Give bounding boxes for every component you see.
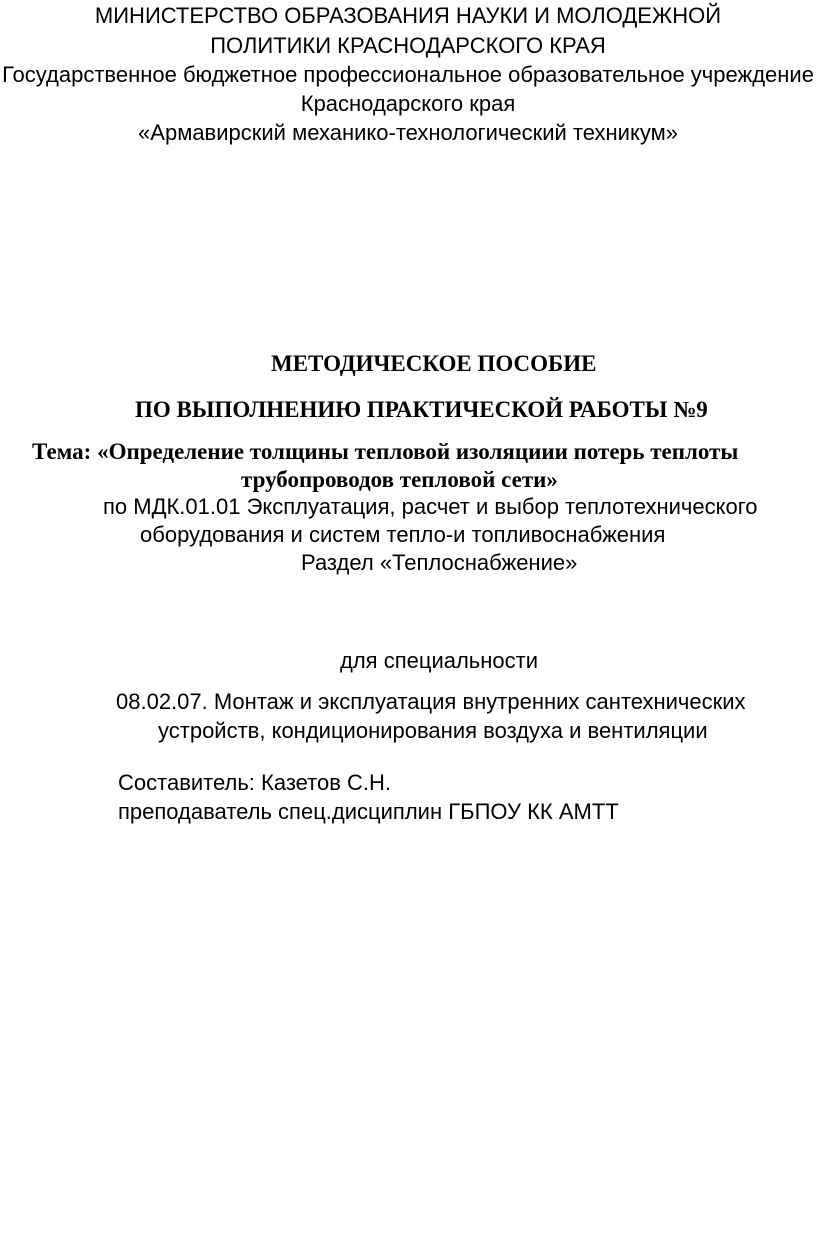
author-line-1: Составитель: Казетов С.Н. <box>118 770 392 795</box>
topic-line-1: Тема: «Определение толщины тепловой изоляциии потерь теплоты <box>32 439 739 464</box>
specialty-line-2: устройств, кондиционирования воздуха и вентиляции <box>158 718 708 743</box>
course-line-1: по МДК.01.01 Эксплуатация, расчет и выбор теплотехнического <box>103 494 758 519</box>
title-line-1: МЕТОДИЧЕСКОЕ ПОСОБИЕ <box>271 351 597 376</box>
specialty-label: для специальности <box>340 648 539 673</box>
title-line-2: ПО ВЫПОЛНЕНИЮ ПРАКТИЧЕСКОЙ РАБОТЫ №9 <box>135 397 708 422</box>
author-line-2: преподаватель спец.дисциплин ГБПОУ КК АМТТ <box>118 799 619 824</box>
institution-line-2: Краснодарского края <box>300 91 516 116</box>
institution-line-1: Государственное бюджетное профессиональное образовательное учреждение <box>2 62 814 87</box>
course-section: Раздел «Теплоснабжение» <box>301 550 578 575</box>
institution-line-3: «Армавирский механико-технологический техникум» <box>138 120 678 145</box>
specialty-line-1: 08.02.07. Монтаж и эксплуатация внутренних сантехнических <box>116 689 746 714</box>
ministry-line-2: ПОЛИТИКИ КРАСНОДАРСКОГО КРАЯ <box>210 33 606 58</box>
ministry-line-1: МИНИСТЕРСТВО ОБРАЗОВАНИЯ НАУКИ И МОЛОДЕЖНОЙ <box>94 3 722 28</box>
course-line-2: оборудования и систем тепло-и топливоснабжения <box>140 522 666 547</box>
topic-line-2: трубопроводов тепловой сети» <box>241 467 558 492</box>
